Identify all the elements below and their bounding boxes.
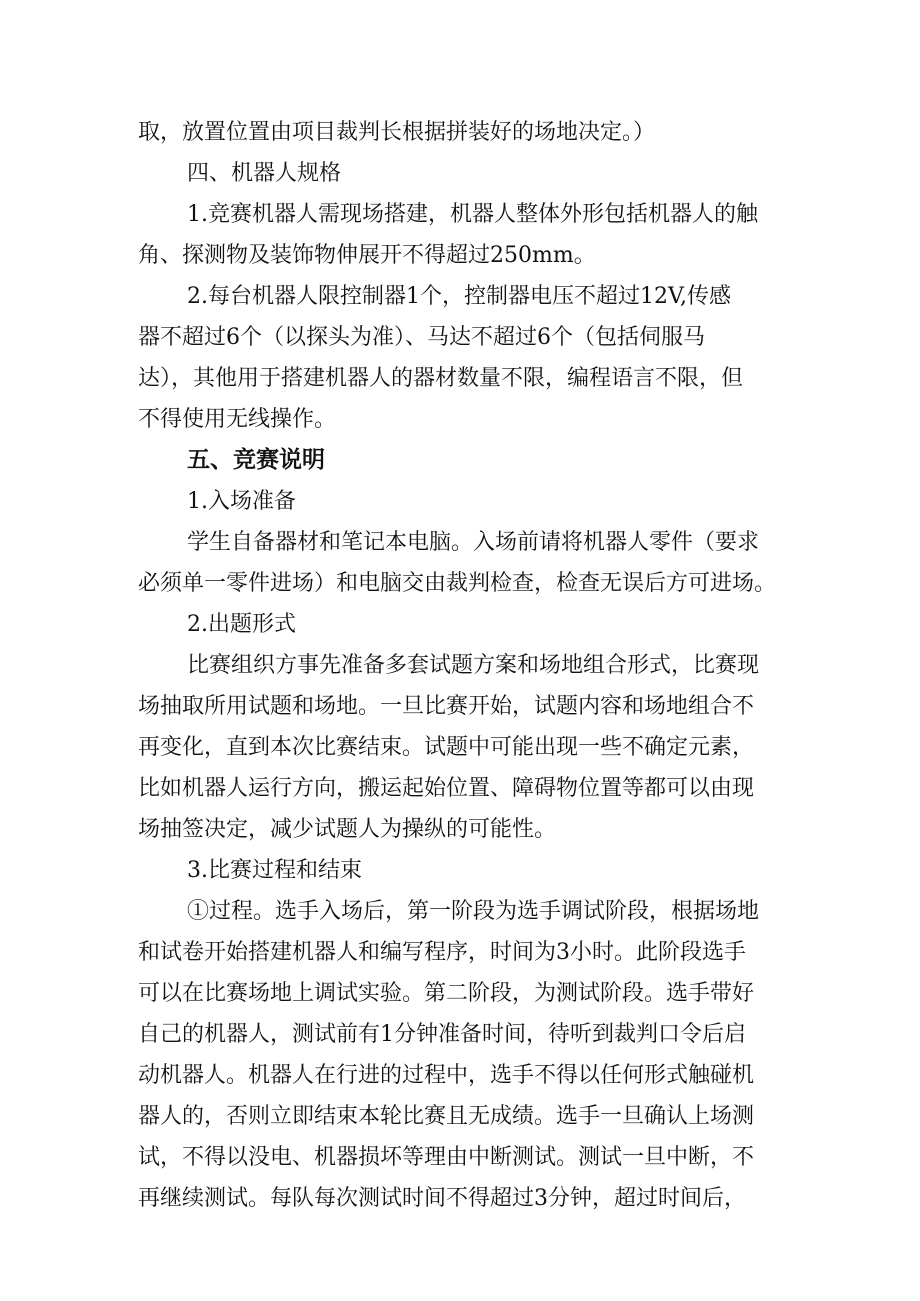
document-body: [138, 112, 788, 1219]
subheading-process-and-end: 3.比赛过程和结束: [187, 858, 362, 883]
paragraph-line: 学生自备器材和笔记本电脑。入场前请将机器人零件（要求: [187, 530, 760, 555]
paragraph-line: 比赛组织方事先准备多套试题方案和场地组合形式，比赛现: [187, 653, 760, 678]
section-heading-competition-description: 五、竞赛说明: [187, 447, 325, 473]
paragraph-line: ①过程。选手入场后，第一阶段为选手调试阶段，根据场地: [187, 899, 760, 924]
paragraph-line: 自己的机器人，测试前有1分钟准备时间，待听到裁判口令后启: [138, 1022, 746, 1047]
paragraph-line: 和试卷开始搭建机器人和编写程序，时间为3小时。此阶段选手: [138, 940, 746, 965]
subheading-entry-preparation: 1.入场准备: [187, 489, 296, 514]
paragraph-line: 必须单一零件进场）和电脑交由裁判检查，检查无误后方可进场。: [138, 571, 777, 596]
paragraph-line: 2.每台机器人限控制器1个，控制器电压不超过12V,传感: [187, 284, 732, 309]
paragraph-line: 角、探测物及装饰物伸展开不得超过250mm。: [138, 243, 596, 268]
paragraph-line: 再变化，直到本次比赛结束。试题中可能出现一些不确定元素，: [138, 735, 755, 760]
paragraph-line: 再继续测试。每队每次测试时间不得超过3分钟，超过时间后，: [138, 1186, 746, 1211]
paragraph-line: 器人的，否则立即结束本轮比赛且无成绩。选手一旦确认上场测: [138, 1104, 755, 1129]
subheading-question-format: 2.出题形式: [187, 612, 296, 637]
paragraph-line: 比如机器人运行方向，搬运起始位置、障碍物位置等都可以由现: [138, 776, 755, 801]
paragraph-line: 达），其他用于搭建机器人的器材数量不限，编程语言不限，但: [138, 366, 744, 391]
paragraph-line: 试，不得以没电、机器损坏等理由中断测试。测试一旦中断，不: [138, 1145, 755, 1170]
paragraph-line: 取，放置位置由项目裁判长根据拼装好的场地决定。）: [138, 120, 656, 145]
paragraph-line: 场抽签决定，减少试题人为操纵的可能性。: [138, 817, 557, 842]
paragraph-line: 场抽取所用试题和场地。一旦比赛开始，试题内容和场地组合不: [138, 694, 755, 719]
section-heading-robot-specs: 四、机器人规格: [187, 161, 342, 186]
paragraph-line: 动机器人。机器人在行进的过程中，选手不得以任何形式触碰机: [138, 1063, 755, 1088]
paragraph-line: 可以在比赛场地上调试实验。第二阶段，为测试阶段。选手带好: [138, 981, 755, 1006]
paragraph-line: 不得使用无线操作。: [138, 407, 337, 432]
paragraph-line: 器不超过6个（以探头为准）、马达不超过6个（包括伺服马: [138, 325, 705, 350]
paragraph-line: 1.竞赛机器人需现场搭建，机器人整体外形包括机器人的触: [187, 202, 758, 227]
